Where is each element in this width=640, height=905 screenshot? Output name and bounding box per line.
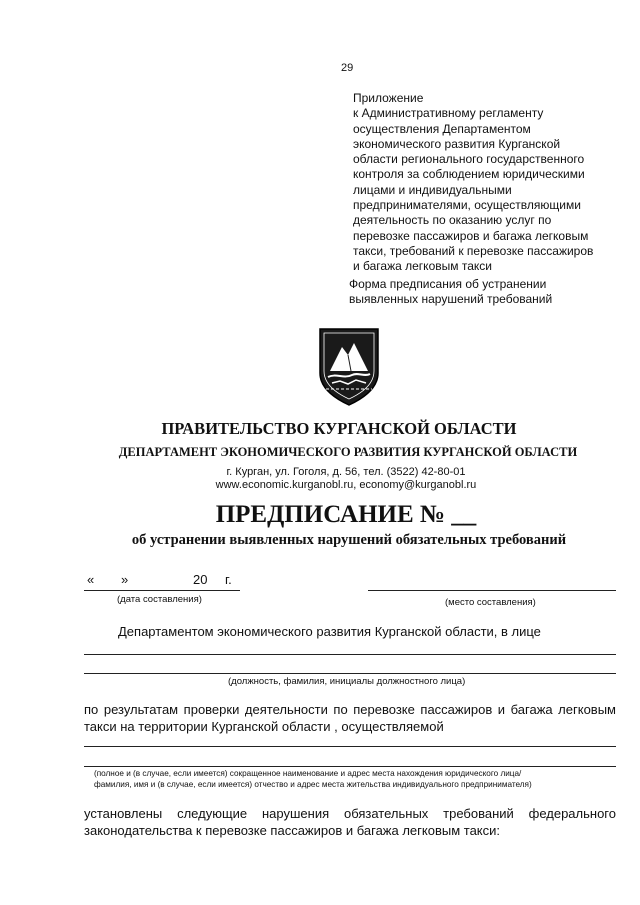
date-open-quote: « — [87, 572, 95, 587]
form-title-line: Форма предписания об устранении — [349, 277, 547, 291]
address-line: г. Курган, ул. Гоголя, д. 56, тел. (3522) 42-80-01 — [226, 466, 466, 478]
violations-line-1: установлены следующие нарушения обязательных требований федерального — [84, 806, 616, 821]
page-number: 29 — [341, 62, 354, 74]
date-year-suffix: г. — [225, 572, 232, 587]
government-title: ПРАВИТЕЛЬСТВО КУРГАНСКОЙ ОБЛАСТИ — [161, 419, 517, 438]
coat-of-arms-emblem — [318, 327, 380, 407]
appendix-line: осуществления Департаментом — [353, 121, 531, 136]
date-year: 20 — [193, 572, 208, 587]
entity-caption-2: фамилия, имя и (в случае, если имеется) отчество и адрес места жительства индивидуального предпринимателя) — [94, 780, 532, 789]
date-caption: (дата составления) — [117, 594, 202, 605]
department-title: ДЕПАРТАМЕНТ ЭКОНОМИЧЕСКОГО РАЗВИТИЯ КУРГАНСКОЙ ОБЛАСТИ — [118, 445, 578, 459]
document-title: ПРЕДПИСАНИЕ № __ — [215, 501, 477, 528]
official-caption: (должность, фамилия, инициалы должностного лица) — [228, 676, 466, 687]
appendix-line: и багажа легковым такси — [353, 259, 492, 274]
inspection-line-2: такси на территории Курганской области , осуществляемой — [84, 719, 444, 734]
form-title — [349, 277, 552, 308]
appendix-line: такси, требований к перевозке пассажиров — [353, 243, 594, 258]
date-underline — [84, 590, 240, 591]
form-title-line: выявленных нарушений требований — [349, 292, 553, 307]
document-subtitle: об устранении выявленных нарушений обязательных требований — [131, 532, 567, 548]
appendix-line: области регионального государственного — [353, 152, 585, 167]
appendix-line: лицами и индивидуальными — [353, 182, 512, 197]
web-contacts-line: www.economic.kurganobl.ru, economy@kurganobl.ru — [215, 479, 477, 491]
appendix-line: Приложение — [353, 91, 424, 105]
appendix-block — [353, 91, 593, 275]
place-caption: (место составления) — [445, 597, 536, 608]
entity-caption-1: (полное и (в случае, если имеется) сокращенное наименование и адрес места нахождения юридического лица/ — [94, 769, 522, 778]
department-line: Департаментом экономического развития Курганской области, в лице — [118, 624, 541, 639]
appendix-line: контроля за соблюдением юридическими — [353, 167, 585, 182]
appendix-line: деятельность по оказанию услуг по — [353, 213, 552, 228]
entity-line-2 — [84, 766, 616, 767]
appendix-line: к Административному регламенту — [353, 106, 544, 121]
appendix-line: предпринимателями, осуществляющими — [353, 198, 581, 213]
inspection-line-1: по результатам проверки деятельности по перевозке пассажиров и багажа легковым — [84, 702, 616, 717]
date-close-quote: » — [121, 572, 129, 587]
violations-line-2: законодательства к перевозке пассажиров и багажа легковым такси: — [84, 823, 501, 838]
official-line-2 — [84, 673, 616, 674]
place-underline — [368, 590, 616, 591]
appendix-line: экономического развития Курганской — [353, 136, 561, 151]
appendix-line: перевозке пассажиров и багажа легковым — [353, 228, 589, 243]
official-line-1 — [84, 654, 616, 655]
entity-line-1 — [84, 746, 616, 747]
